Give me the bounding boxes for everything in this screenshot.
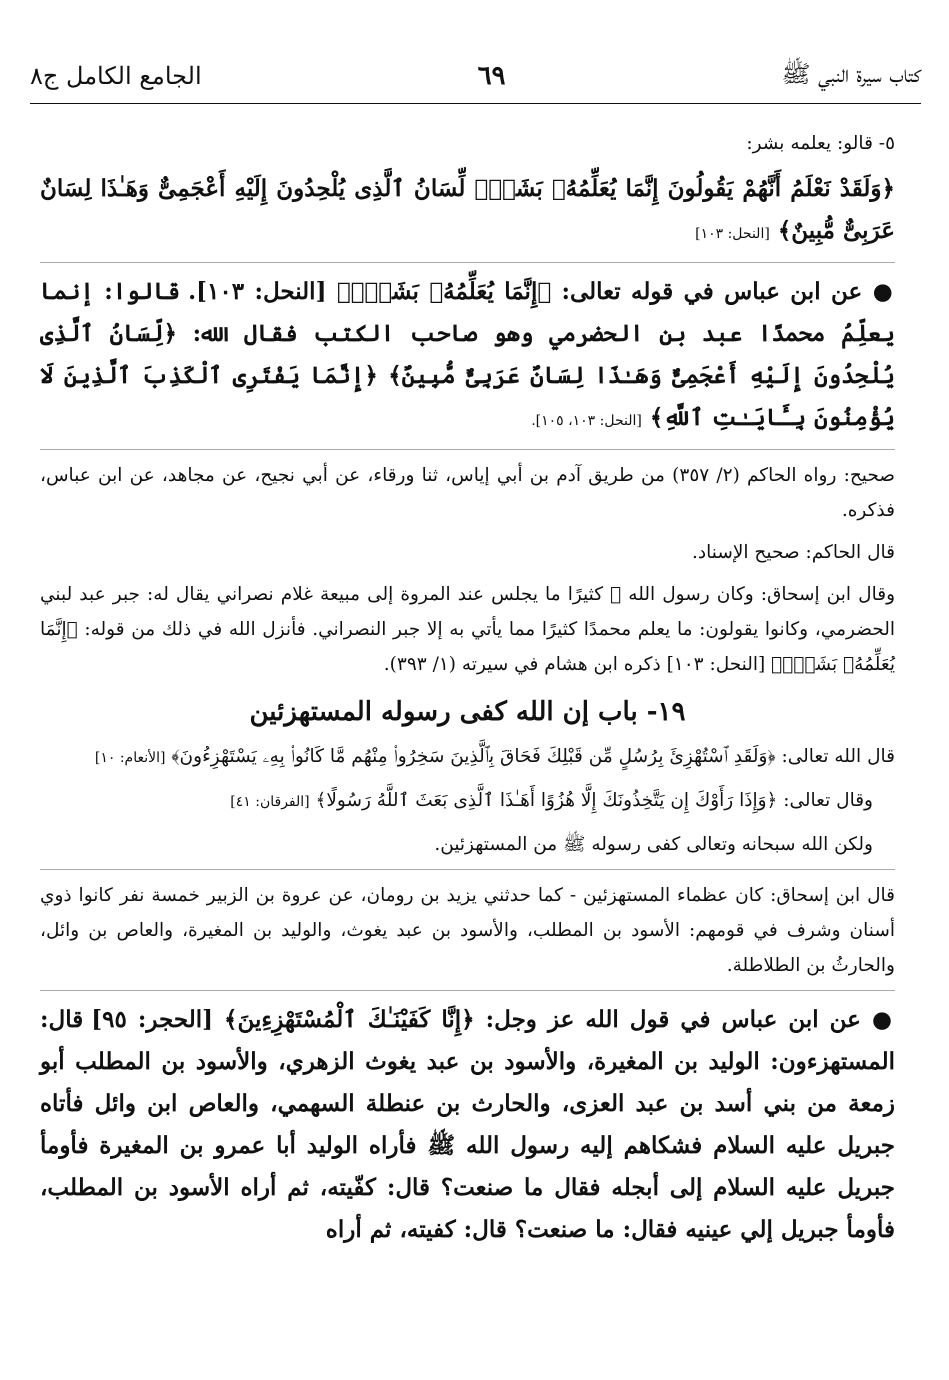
header-rule: [30, 103, 921, 104]
verse-text: ﴿وَلَقَدْ نَعْلَمُ أَنَّهُمْ يَقُولُونَ إِنَّمَا يُعَلِّمُهُۥ بَشَرٌۗ لِّسَانُ ٱلَّذِى يُلْحِدُونَ إِلَيْهِ أَعْجَمِىٌّ وَهَـٰذَا لِسَانٌ عَرَبِىٌّ مُّبِينٌ﴾: [40, 175, 895, 244]
quran-verse: [40, 783, 895, 820]
chapter-item-heading: ٥- قالو: يعلمه بشر:: [746, 133, 895, 154]
page-body: [40, 126, 895, 1258]
book-title: كتاب سيرة النبي ﷺ: [781, 59, 921, 88]
verse-text: قال الله تعالى: ﴿وَلَقَدِ ٱسْتُهْزِئَ بِرُسُلٍ مِّن قَبْلِكَ فَحَاقَ بِٱلَّذِينَ سَخِرُوا۟ مِنْهُم مَّا كَانُوا۟ بِهِۦ يَسْتَهْزِءُونَ﴾: [171, 746, 895, 767]
chapter-title: ١٩- باب إن الله كفى رسوله المستهزئين: [249, 697, 686, 727]
ibn-ishaq-paragraph: قال ابن إسحاق: كان عظماء المستهزئين - كما حدثني يزيد بن رومان، عن عروة بن الزبير خمسة نفر كانوا ذوي أسنان وشرف في قومهم: الأسود بن المطلب، والأسود بن عبد يغوث، والوليد بن المغيرة، والعاص بن وائل، والحارثُ بن الطلاطلة.: [40, 885, 895, 976]
hadith-paragraph: [40, 999, 895, 1251]
commentary-line: ولكن الله سبحانه وتعالى كفى رسوله ﷺ من المستهزئين.: [434, 834, 873, 855]
verse-text: وقال تعالى: ﴿وَإِذَا رَأَوْكَ إِن يَتَّخِذُونَكَ إِلَّا هُزُوًا أَهَـٰذَا ٱلَّذِى بَعَثَ ٱللَّهُ رَسُولًا﴾: [315, 790, 873, 811]
quran-verse: [40, 168, 895, 255]
divider: [40, 990, 895, 991]
verse-reference: [الفرقان: ٤١]: [230, 794, 310, 810]
hadith-paragraph: [40, 271, 895, 442]
page-number: ٦٩: [477, 61, 506, 91]
volume-label: الجامع الكامل ج٨: [30, 62, 202, 90]
bullet-icon: ●: [862, 278, 896, 305]
divider: [40, 449, 895, 450]
divider: [40, 869, 895, 870]
takhrij-paragraph: صحيح: رواه الحاكم (٢/ ٣٥٧) من طريق آدم بن أبي إياس، ثنا ورقاء، عن أبي نجيح، عن مجاهد، عن ابن عباس، فذكره.: [40, 465, 895, 521]
verse-reference: [الأنعام: ١٠]: [94, 750, 166, 766]
grading-note: قال الحاكم: صحيح الإسناد.: [692, 542, 895, 563]
quran-verse: [40, 739, 895, 776]
bullet-icon: ●: [860, 1006, 895, 1033]
hadith-text: عن ابن عباس في قوله تعالى: ﴿إِنَّمَا يُعَلِّمُهُۥ بَشَرٌۗ﴾ [النحل: ١٠٣]. قالوا: إنما يعلِّمُ محمدًا عبد بن الحضرمي وهو صاحب الكتب فقال الله: ﴿لِّسَانُ ٱلَّذِى يُلْحِدُونَ إِلَيْهِ أَعْجَمِىٌّ وَهَـٰذَا لِسَانٌ عَرَبِىٌّ مُّبِينٌ﴾ ﴿إِنَّمَا يَفْتَرِى ٱلْكَذِبَ ٱلَّذِينَ لَا يُؤْمِنُونَ بِـَٔايَـٰتِ ٱللَّهِ﴾: [40, 278, 895, 431]
ibn-ishaq-paragraph: وقال ابن إسحاق: وكان رسول الله ﷺ كثيرًا ما يجلس عند المروة إلى مبيعة غلام نصراني يقال له: جبر عبد لبني الحضرمي، وكانوا يقولون: ما يعلم محمدًا كثيرًا مما يأتي به إلا جبر النصراني. فأنزل الله في ذلك من قوله: ﴿إِنَّمَا يُعَلِّمُهُۥ بَشَرٌۗ﴾ [النحل: ١٠٣] ذكره ابن هشام في سيرته (١/ ٣٩٣).: [40, 584, 895, 675]
verse-reference: [النحل: ١٠٣، ١٠٥].: [531, 413, 642, 429]
verse-reference: [النحل: ١٠٣]: [695, 226, 770, 242]
page-header: [30, 54, 921, 98]
hadith-text: عن ابن عباس في قول الله عز وجل: ﴿إِنَّا كَفَيْنَـٰكَ ٱلْمُسْتَهْزِءِينَ﴾ [الحجر: ٩٥] قال: المستهزءون: الوليد بن المغيرة، والأسود بن عبد يغوث الزهري، والأسود بن المطلب أبو زمعة من بني أسد بن عبد العزى، والحارث بن عنطلة السهمي، والعاص ابن وائل فأتاه جبريل عليه السلام فشكاهم إليه رسول الله ﷺ فأراه الوليد أبا عمرو بن المغيرة فأومأ جبريل عليه السلام إلى أبجله فقال ما صنعت؟ قال: كفّيته، ثم أراه الأسود بن المطلب، فأومأ جبريل إلي عينيه فقال: ما صنعت؟ قال: كفيته، ثم أراه: [40, 1006, 895, 1243]
divider: [40, 262, 895, 263]
